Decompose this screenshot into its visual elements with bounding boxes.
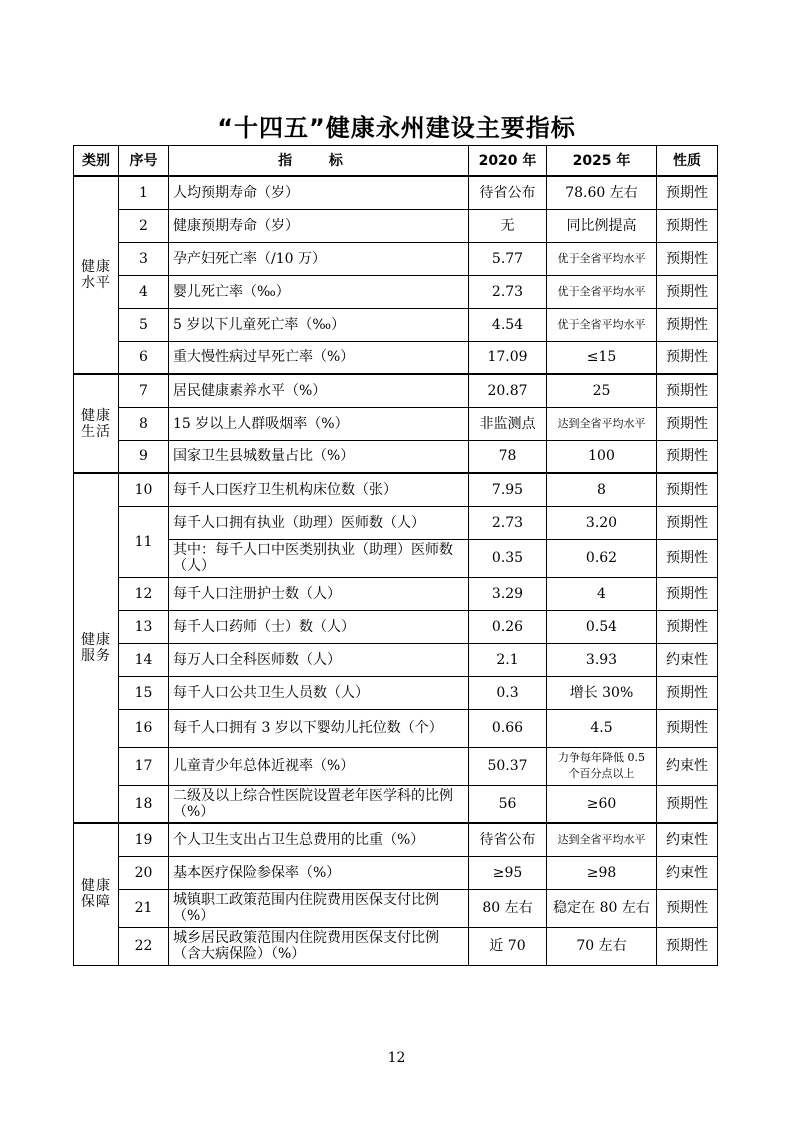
row-2025: 25	[547, 374, 657, 407]
row-indicator: 城镇职工政策范围内住院费用医保支付比例（%）	[169, 889, 469, 927]
row-2025: ≥98	[547, 856, 657, 889]
row-2020: 56	[469, 785, 547, 823]
row-2020: 17.09	[469, 341, 547, 374]
row-nature: 约束性	[657, 747, 718, 785]
row-2025: 增长 30%	[547, 676, 657, 709]
row-indicator: 居民健康素养水平（%）	[169, 374, 469, 407]
row-indicator: 其中：每千人口中医类别执业（助理）医师数（人）	[169, 539, 469, 577]
row-2020: 3.29	[469, 577, 547, 610]
row-2025: 70 左右	[547, 927, 657, 965]
row-seq: 5	[119, 308, 169, 341]
table-row	[74, 308, 718, 341]
row-nature: 预期性	[657, 473, 718, 506]
row-indicator: 基本医疗保险参保率（%）	[169, 856, 469, 889]
header-seq: 序号	[119, 146, 169, 177]
row-2020: 0.35	[469, 539, 547, 577]
table-row	[74, 374, 718, 407]
row-2025: 4	[547, 577, 657, 610]
table-row	[74, 927, 718, 965]
table-row	[74, 275, 718, 308]
table-row	[74, 473, 718, 506]
row-2020: ≥95	[469, 856, 547, 889]
row-2020: 5.77	[469, 242, 547, 275]
table-row	[74, 176, 718, 209]
row-nature: 预期性	[657, 577, 718, 610]
row-nature: 预期性	[657, 889, 718, 927]
header-2020: 2020 年	[469, 146, 547, 177]
row-2025: 78.60 左右	[547, 176, 657, 209]
table-row	[74, 242, 718, 275]
row-2025: 优于全省平均水平	[547, 275, 657, 308]
row-indicator: 每千人口拥有 3 岁以下婴幼儿托位数（个）	[169, 709, 469, 747]
row-2025: 0.62	[547, 539, 657, 577]
row-nature: 预期性	[657, 676, 718, 709]
table-row	[74, 889, 718, 927]
row-nature: 约束性	[657, 856, 718, 889]
row-2025: 优于全省平均水平	[547, 308, 657, 341]
table-row	[74, 823, 718, 856]
row-seq: 1	[119, 176, 169, 209]
row-2020: 0.26	[469, 610, 547, 643]
header-category: 类别	[74, 146, 119, 177]
row-2020: 80 左右	[469, 889, 547, 927]
row-nature: 预期性	[657, 610, 718, 643]
row-nature: 预期性	[657, 709, 718, 747]
row-2020: 2.73	[469, 506, 547, 539]
row-2025: 力争每年降低 0.5 个百分点以上	[547, 747, 657, 785]
row-nature: 预期性	[657, 506, 718, 539]
category-health-life: 健康 生活	[74, 374, 119, 473]
table-row	[74, 539, 718, 577]
page-number: 12	[387, 1050, 406, 1066]
row-seq: 18	[119, 785, 169, 823]
table-row	[74, 709, 718, 747]
row-2020: 待省公布	[469, 176, 547, 209]
row-2025: 3.20	[547, 506, 657, 539]
row-2025: ≥60	[547, 785, 657, 823]
row-nature: 预期性	[657, 242, 718, 275]
row-seq: 10	[119, 473, 169, 506]
row-indicator: 重大慢性病过早死亡率（%）	[169, 341, 469, 374]
table-row	[74, 407, 718, 440]
table-row	[74, 506, 718, 539]
row-2020: 无	[469, 209, 547, 242]
row-2020: 0.66	[469, 709, 547, 747]
row-2020: 近 70	[469, 927, 547, 965]
row-seq: 3	[119, 242, 169, 275]
row-indicator: 15 岁以上人群吸烟率（%）	[169, 407, 469, 440]
row-nature: 预期性	[657, 209, 718, 242]
page-title: “十四五”健康永州建设主要指标	[217, 114, 576, 142]
row-seq: 16	[119, 709, 169, 747]
row-nature: 预期性	[657, 341, 718, 374]
row-2020: 20.87	[469, 374, 547, 407]
row-2025: 达到全省平均水平	[547, 407, 657, 440]
row-2020: 4.54	[469, 308, 547, 341]
row-indicator: 人均预期寿命（岁）	[169, 176, 469, 209]
row-2020: 2.1	[469, 643, 547, 676]
row-2025: 100	[547, 440, 657, 473]
row-seq: 9	[119, 440, 169, 473]
header-indicator: 指 标	[169, 146, 469, 177]
header-nature: 性质	[657, 146, 718, 177]
table-row	[74, 676, 718, 709]
row-2025: ≤15	[547, 341, 657, 374]
row-seq: 20	[119, 856, 169, 889]
row-2025: 3.93	[547, 643, 657, 676]
row-nature: 预期性	[657, 308, 718, 341]
row-nature: 预期性	[657, 927, 718, 965]
row-indicator: 健康预期寿命（岁）	[169, 209, 469, 242]
row-indicator: 每千人口注册护士数（人）	[169, 577, 469, 610]
header-2025: 2025 年	[547, 146, 657, 177]
table-row	[74, 209, 718, 242]
row-2025: 优于全省平均水平	[547, 242, 657, 275]
header-row	[74, 146, 718, 177]
row-indicator: 孕产妇死亡率（/10 万）	[169, 242, 469, 275]
row-indicator: 婴儿死亡率（‰）	[169, 275, 469, 308]
indicator-table	[73, 145, 718, 966]
table-row	[74, 440, 718, 473]
row-2020: 非监测点	[469, 407, 547, 440]
category-health-level: 健康 水平	[74, 176, 119, 374]
row-indicator: 每千人口药师（士）数（人）	[169, 610, 469, 643]
row-2025: 4.5	[547, 709, 657, 747]
row-indicator: 二级及以上综合性医院设置老年医学科的比例（%）	[169, 785, 469, 823]
row-2025: 稳定在 80 左右	[547, 889, 657, 927]
row-seq: 8	[119, 407, 169, 440]
row-seq: 12	[119, 577, 169, 610]
row-seq: 17	[119, 747, 169, 785]
row-2025: 8	[547, 473, 657, 506]
row-2025: 0.54	[547, 610, 657, 643]
row-seq: 4	[119, 275, 169, 308]
row-seq: 13	[119, 610, 169, 643]
row-indicator: 每万人口全科医师数（人）	[169, 643, 469, 676]
table-row	[74, 643, 718, 676]
row-nature: 预期性	[657, 275, 718, 308]
row-seq: 21	[119, 889, 169, 927]
row-2020: 0.3	[469, 676, 547, 709]
table-row	[74, 577, 718, 610]
row-2020: 7.95	[469, 473, 547, 506]
row-indicator: 国家卫生县城数量占比（%）	[169, 440, 469, 473]
row-indicator: 每千人口公共卫生人员数（人）	[169, 676, 469, 709]
row-2025: 同比例提高	[547, 209, 657, 242]
row-nature: 预期性	[657, 374, 718, 407]
row-nature: 预期性	[657, 440, 718, 473]
row-seq: 6	[119, 341, 169, 374]
row-2020: 50.37	[469, 747, 547, 785]
row-seq: 11	[119, 506, 169, 577]
row-2020: 78	[469, 440, 547, 473]
row-seq: 7	[119, 374, 169, 407]
row-2025: 达到全省平均水平	[547, 823, 657, 856]
table-row	[74, 747, 718, 785]
row-nature: 约束性	[657, 643, 718, 676]
table-row	[74, 341, 718, 374]
row-nature: 预期性	[657, 407, 718, 440]
table-row	[74, 856, 718, 889]
row-seq: 22	[119, 927, 169, 965]
category-health-service: 健康 服务	[74, 473, 119, 823]
table-row	[74, 610, 718, 643]
row-indicator: 每千人口拥有执业（助理）医师数（人）	[169, 506, 469, 539]
row-seq: 2	[119, 209, 169, 242]
row-nature: 预期性	[657, 539, 718, 577]
row-indicator: 城乡居民政策范围内住院费用医保支付比例（含大病保险）（%）	[169, 927, 469, 965]
row-indicator: 5 岁以下儿童死亡率（‰）	[169, 308, 469, 341]
row-nature: 约束性	[657, 823, 718, 856]
row-nature: 预期性	[657, 785, 718, 823]
row-indicator: 每千人口医疗卫生机构床位数（张）	[169, 473, 469, 506]
row-2020: 待省公布	[469, 823, 547, 856]
row-2020: 2.73	[469, 275, 547, 308]
row-indicator: 儿童青少年总体近视率（%）	[169, 747, 469, 785]
row-seq: 15	[119, 676, 169, 709]
category-health-security: 健康 保障	[74, 823, 119, 965]
table-row	[74, 785, 718, 823]
row-seq: 19	[119, 823, 169, 856]
row-indicator: 个人卫生支出占卫生总费用的比重（%）	[169, 823, 469, 856]
row-seq: 14	[119, 643, 169, 676]
row-nature: 预期性	[657, 176, 718, 209]
